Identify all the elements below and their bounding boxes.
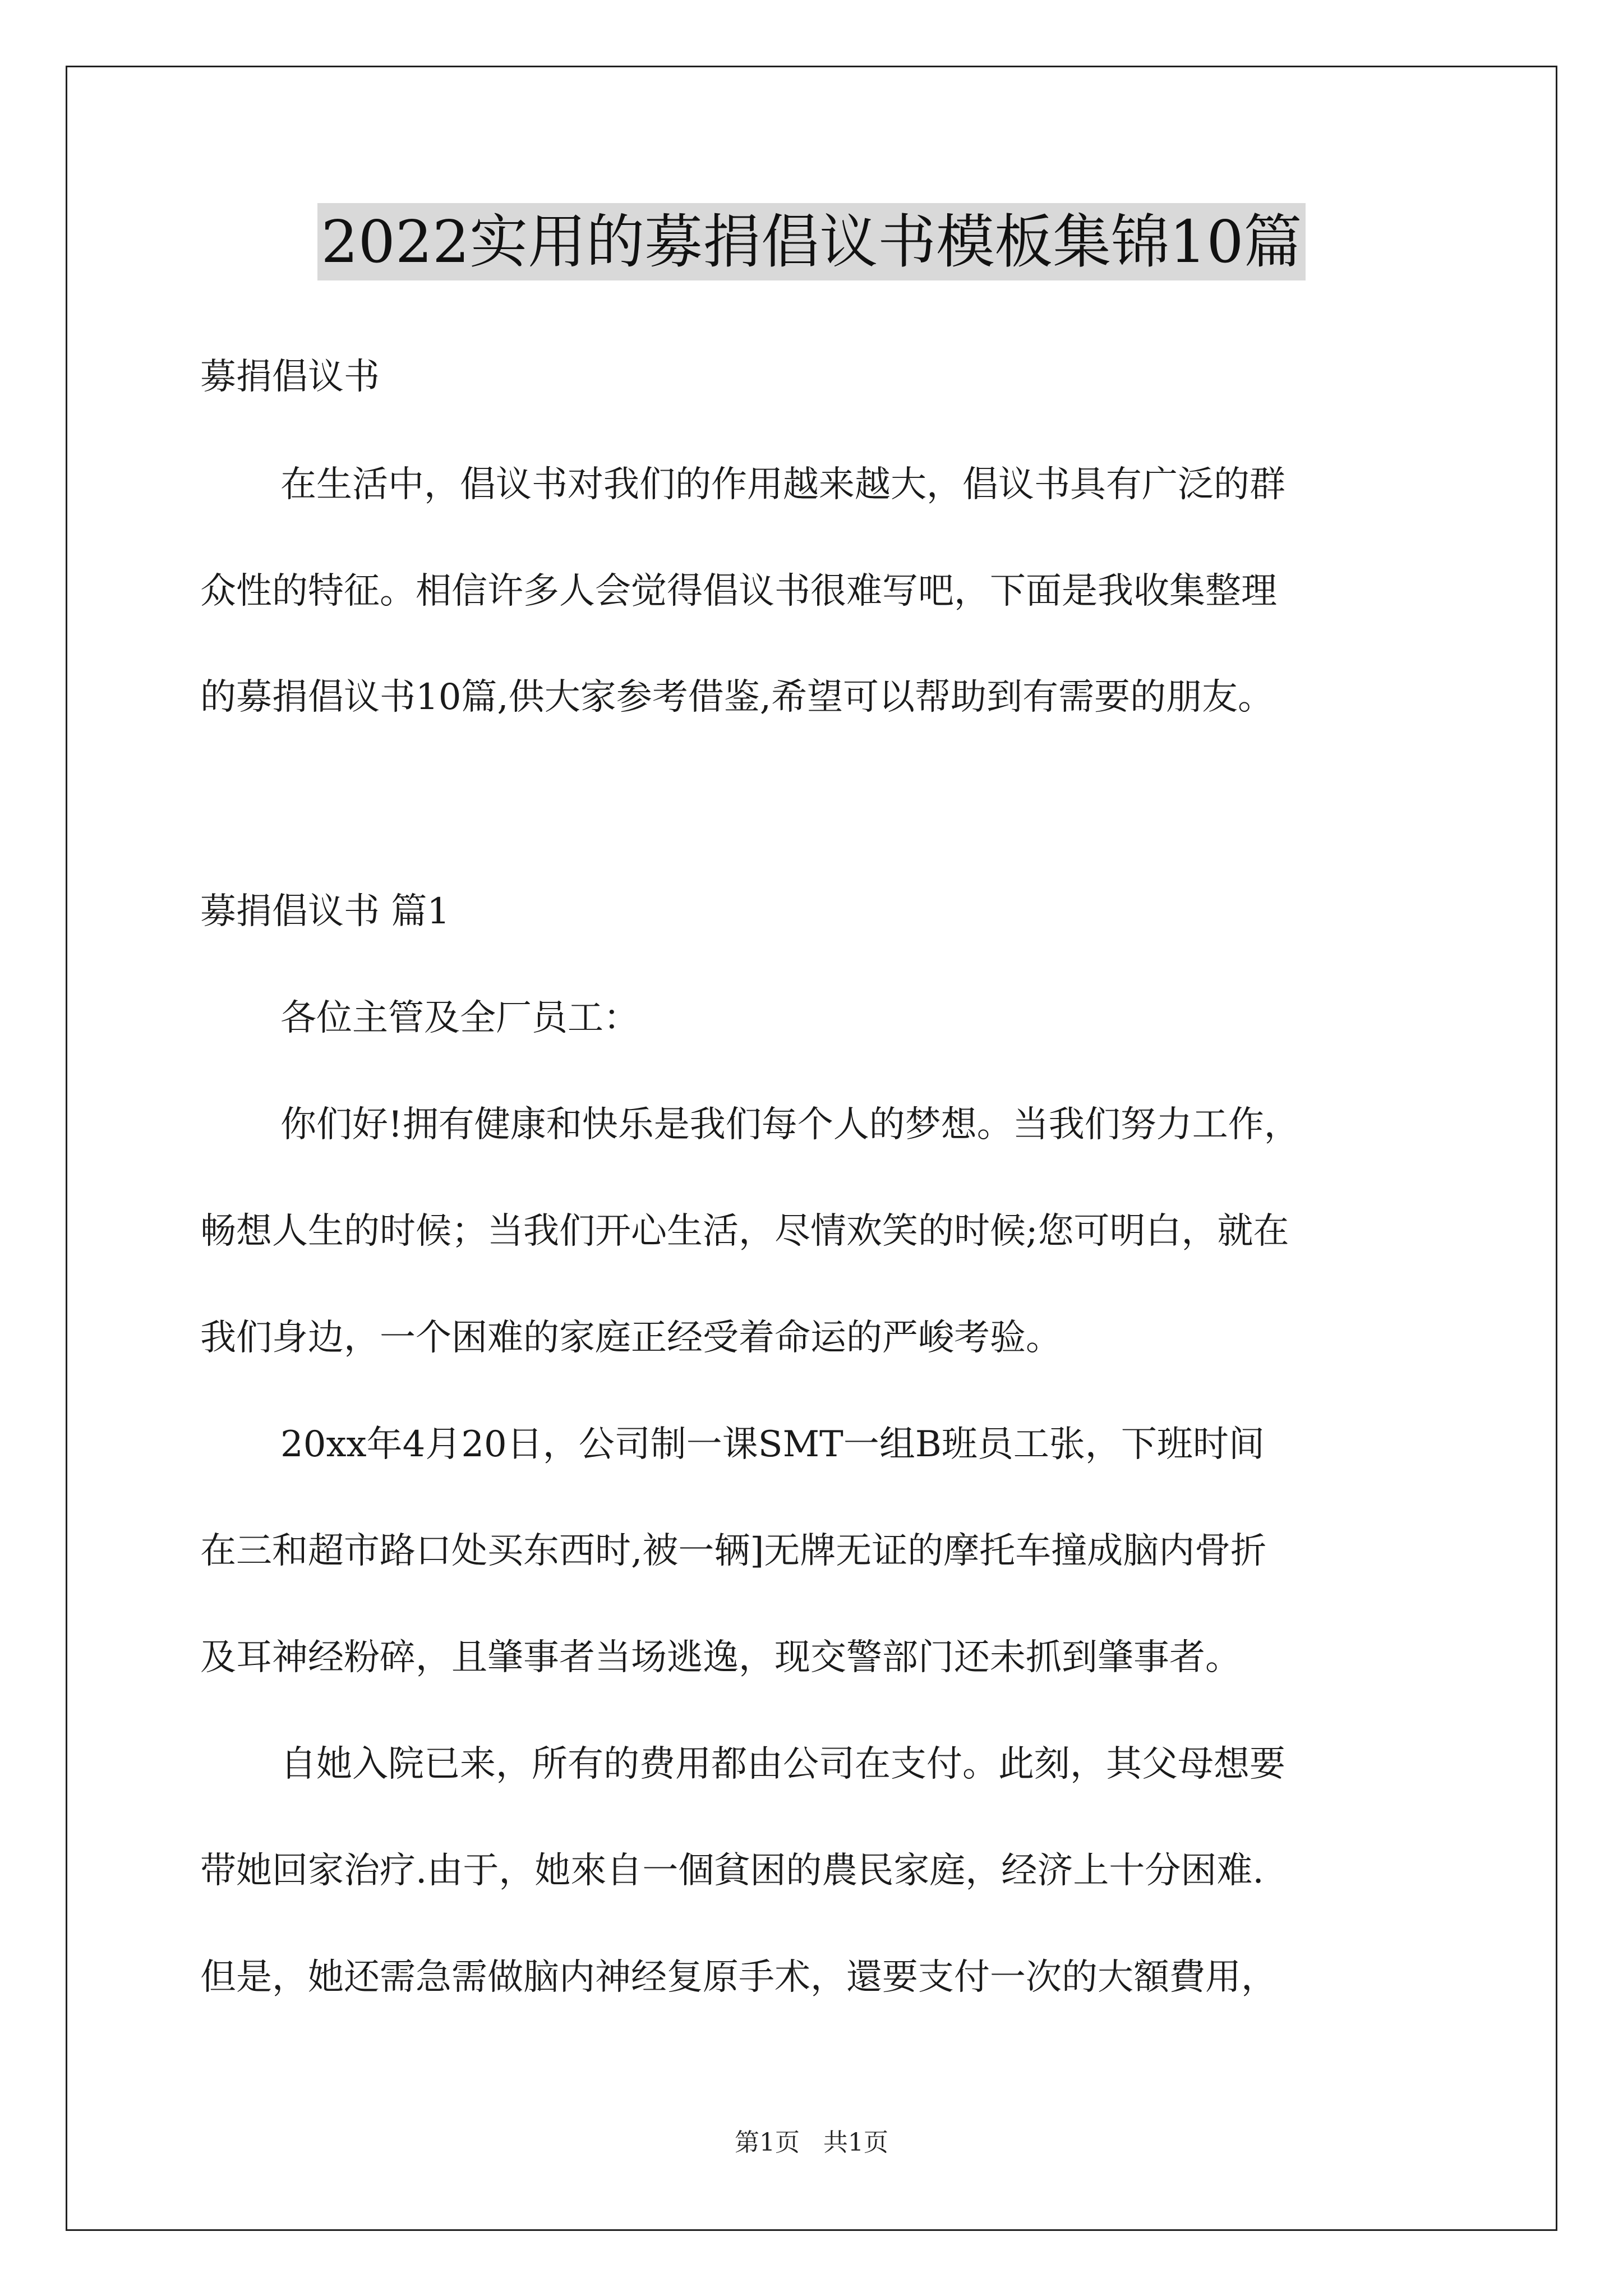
body-line-1: 你们好!拥有健康和快乐是我们每个人的梦想。当我们努力工作， xyxy=(280,1104,1300,1145)
intro-line-3: 的募捐倡议书10篇,供大家参考借鉴,希望可以帮助到有需要的朋友。 xyxy=(200,677,1274,718)
body-line-5: 在三和超市路口处买东西时,被一辆]无牌无证的摩托车撞成脑内骨折 xyxy=(200,1530,1267,1572)
salutation: 各位主管及全厂员工： xyxy=(280,997,639,1039)
title-container xyxy=(0,203,1623,280)
intro-line-1: 在生活中，倡议书对我们的作用越来越大，倡议书具有广泛的群 xyxy=(280,464,1285,505)
body-line-7: 自她入院已来，所有的费用都由公司在支付。此刻，其父母想要 xyxy=(280,1743,1285,1785)
body-line-3: 我们身边，一个困难的家庭正经受着命运的严峻考验。 xyxy=(200,1317,1062,1359)
page-footer: 第1页 共1页 xyxy=(735,2128,888,2157)
section-heading: 募捐倡议书 xyxy=(200,356,380,398)
body-line-8: 带她回家治疗.由于，她來自一個貧困的農民家庭，经济上十分困难. xyxy=(200,1850,1264,1892)
body-line-9: 但是，她还需急需做脑内神经复原手术，還要支付一次的大額費用， xyxy=(200,1957,1277,1998)
body-line-2: 畅想人生的时候；当我们开心生活，尽情欢笑的时候;您可明白，就在 xyxy=(200,1211,1289,1252)
intro-line-2: 众性的特征。相信许多人会觉得倡议书很难写吧，下面是我收集整理 xyxy=(200,570,1277,612)
body-line-6: 及耳神经粉碎，且肇事者当场逃逸，现交警部门还未抓到肇事者。 xyxy=(200,1637,1241,1678)
document-title: 2022实用的募捐倡议书模板集锦10篇 xyxy=(317,203,1305,280)
article-heading: 募捐倡议书 篇1 xyxy=(200,891,450,932)
body-line-4: 20xx年4月20日，公司制一课SMT一组B班员工张，下班时间 xyxy=(280,1424,1265,1465)
